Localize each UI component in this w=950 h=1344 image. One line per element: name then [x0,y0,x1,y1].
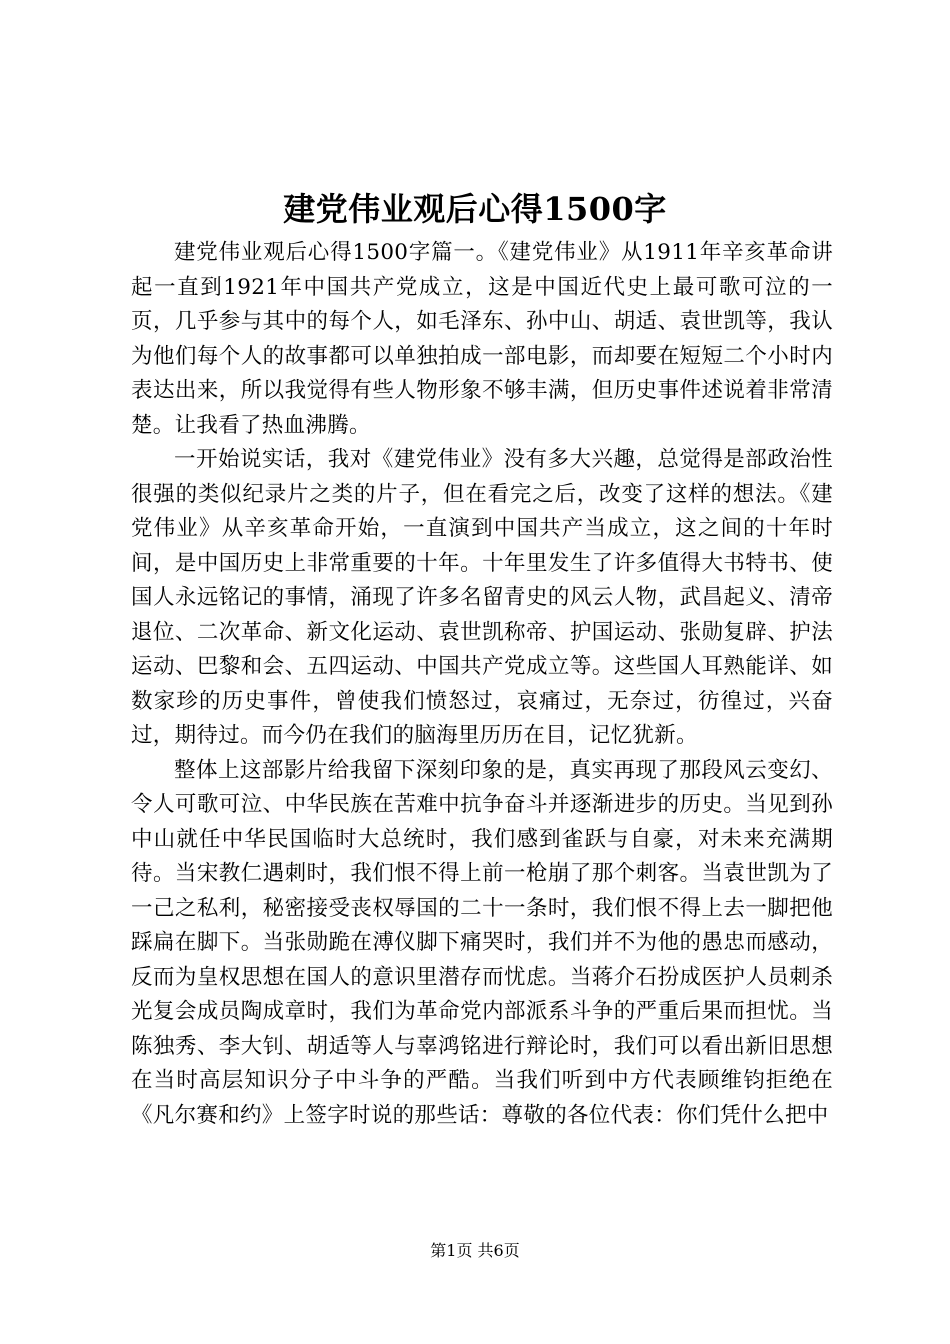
document-title: 建党伟业观后心得1500字 [283,190,667,228]
page-number-footer: 第1页 共6页 [430,1241,520,1260]
paragraph: 整体上这部影片给我留下深刻印象的是，真实再现了那段风云变幻、令人可歌可泣、中华民族在苦难中抗争奋斗并逐渐进步的历史。当见到孙中山就任中华民国临时大总统时，我们感到雀跃与自豪，对未来充满期待。当宋教仁遇刺时，我们恨不得上前一枪崩了那个刺客。当袁世凯为了一己之私利，秘密接受丧权辱国的二十一条时，我们恨不得上去一脚把他踩扁在脚下。当张勋跪在溥仪脚下痛哭时，我们并不为他的愚忠而感动，反而为皇权思想在国人的意识里潜存而忧虑。当蒋介石扮成医护人员刺杀光复会成员陶成章时，我们为革命党内部派系斗争的严重后果而担忧。当陈独秀、李大钊、胡适等人与辜鸿铭进行辩论时，我们可以看出新旧思想在当时高层知识分子中斗争的严酷。当我们听到中方代表顾维钧拒绝在《凡尔赛和约》上签字时说的那些话：尊敬的各位代表：你们凭什么把中 [131,757,833,1128]
paragraph: 一开始说实话，我对《建党伟业》没有多大兴趣，总觉得是部政治性很强的类似纪录片之类的片子，但在看完之后，改变了这样的想法。《建党伟业》从辛亥革命开始，一直演到中国共产当成立，这之间的十年时间，是中国历史上非常重要的十年。十年里发生了许多值得大书特书、使国人永远铭记的事情，涌现了许多名留青史的风云人物，武昌起义、清帝退位、二次革命、新文化运动、袁世凯称帝、护国运动、张勋复辟、护法运动、巴黎和会、五四运动、中国共产党成立等。这些国人耳熟能详、如数家珍的历史事件，曾使我们愤怒过，哀痛过，无奈过，彷徨过，兴奋过，期待过。而今仍在我们的脑海里历历在目，记忆犹新。 [131,447,833,748]
document-body [131,236,833,1133]
paragraph: 建党伟业观后心得1500字篇一。《建党伟业》从1911年辛亥革命讲起一直到1921年中国共产党成立，这是中国近代史上最可歌可泣的一页，几乎参与其中的每个人，如毛泽东、孙中山、胡适、袁世凯等，我认为他们每个人的故事都可以单独拍成一部电影，而却要在短短二个小时内表达出来，所以我觉得有些人物形象不够丰满，但历史事件述说着非常清楚。让我看了热血沸腾。 [131,240,833,438]
